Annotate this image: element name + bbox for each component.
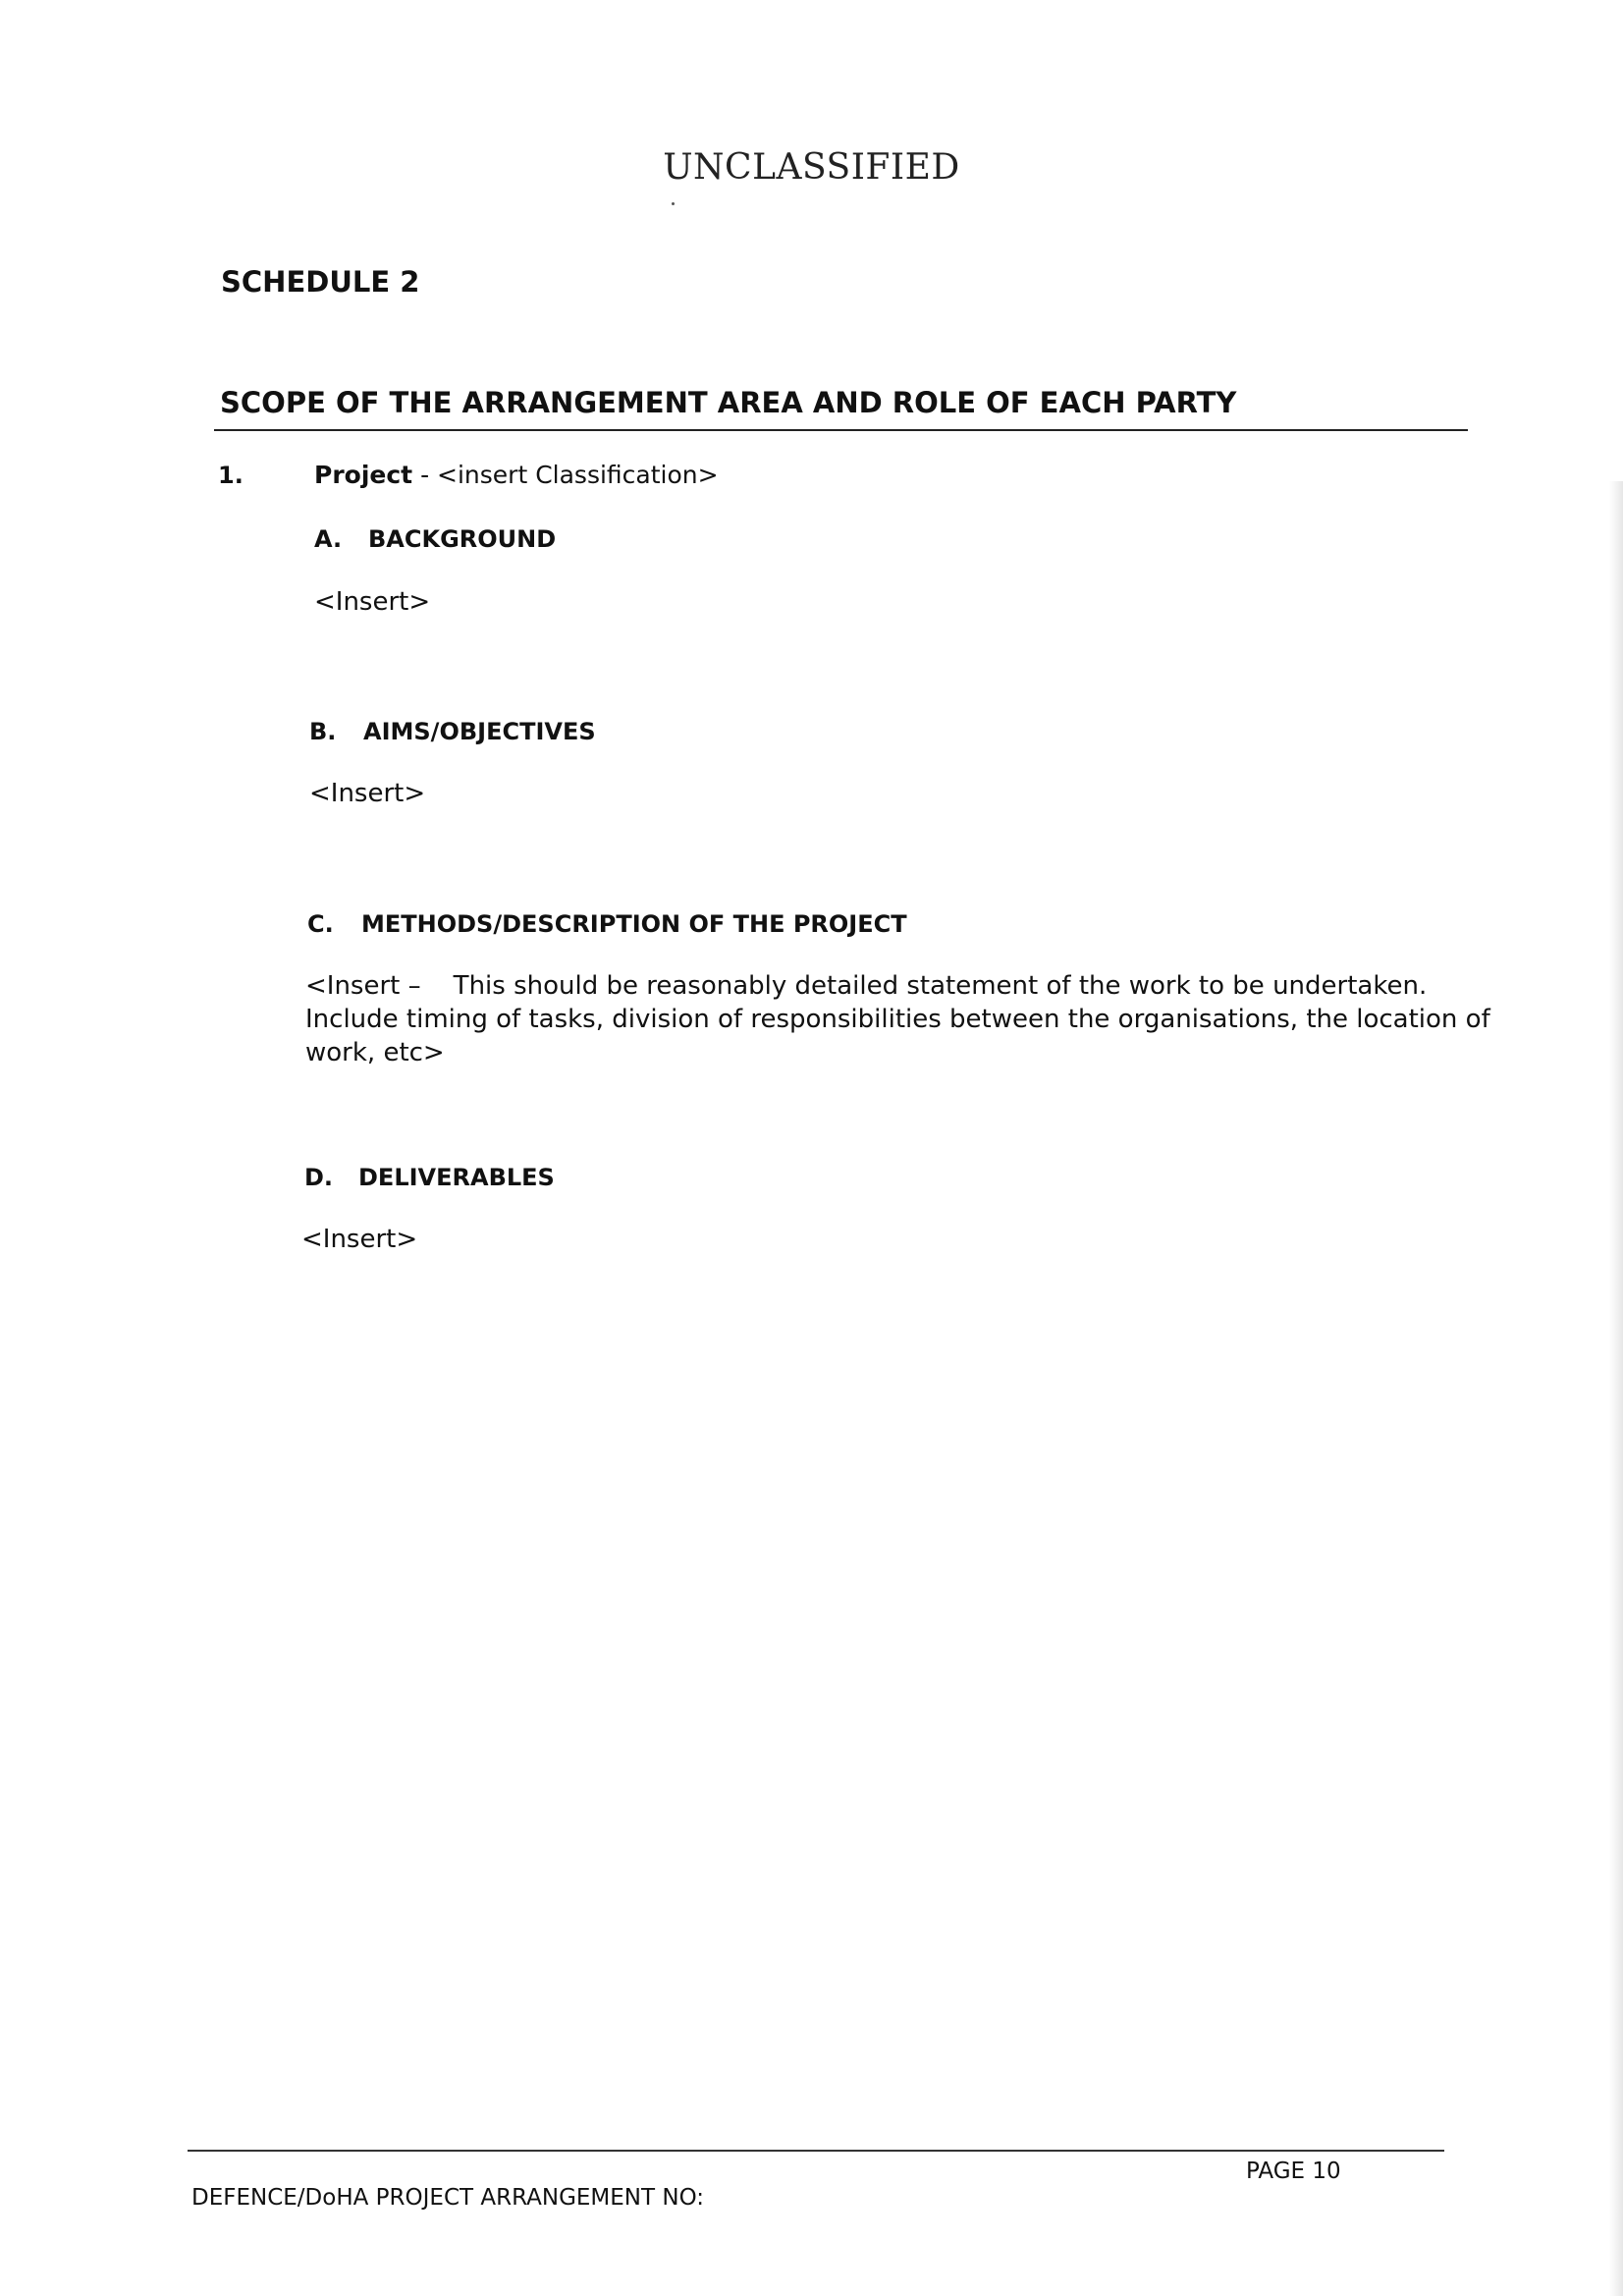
classification-marking: UNCLASSIFIED [663, 147, 960, 188]
project-line [314, 461, 719, 489]
section-title: SCOPE OF THE ARRANGEMENT AREA AND ROLE OF EACH PARTY [220, 386, 1237, 419]
subsection-letter: A. [314, 525, 343, 553]
subsection-title: AIMS/OBJECTIVES [363, 718, 596, 745]
subsection-title: DELIVERABLES [358, 1164, 555, 1191]
project-label: Project [314, 461, 413, 489]
subsection-heading-aims [309, 718, 596, 745]
project-classification-placeholder: - <insert Classification> [412, 461, 719, 489]
aims-body: <Insert> [309, 779, 426, 808]
subsection-letter: C. [307, 910, 334, 938]
page-number: PAGE 10 [1246, 2159, 1341, 2184]
scan-edge-shadow [1609, 481, 1623, 2296]
methods-body [305, 969, 1490, 1069]
subsection-title: METHODS/DESCRIPTION OF THE PROJECT [361, 910, 907, 938]
subsection-heading-background [314, 525, 556, 553]
methods-body-line: <Insert – This should be reasonably detailed statement of the work to be undertaken. [305, 971, 1428, 1001]
title-underline [214, 429, 1468, 431]
schedule-title: SCHEDULE 2 [221, 265, 420, 299]
deliverables-body: <Insert> [301, 1225, 418, 1254]
subsection-letter: D. [304, 1164, 334, 1191]
footer-rule [188, 2150, 1444, 2152]
subsection-letter: B. [309, 718, 337, 745]
methods-body-line: work, etc> [305, 1038, 445, 1067]
footer-document-reference: DEFENCE/DoHA PROJECT ARRANGEMENT NO: [191, 2185, 705, 2211]
methods-body-line: Include timing of tasks, division of responsibilities between the organisations, the location of [305, 1005, 1490, 1034]
subsection-heading-deliverables [304, 1164, 555, 1191]
subsection-title: BACKGROUND [368, 525, 557, 553]
background-body: <Insert> [314, 587, 431, 617]
item-number: 1. [218, 462, 243, 489]
subsection-heading-methods [307, 910, 907, 938]
scan-speck [672, 202, 675, 205]
